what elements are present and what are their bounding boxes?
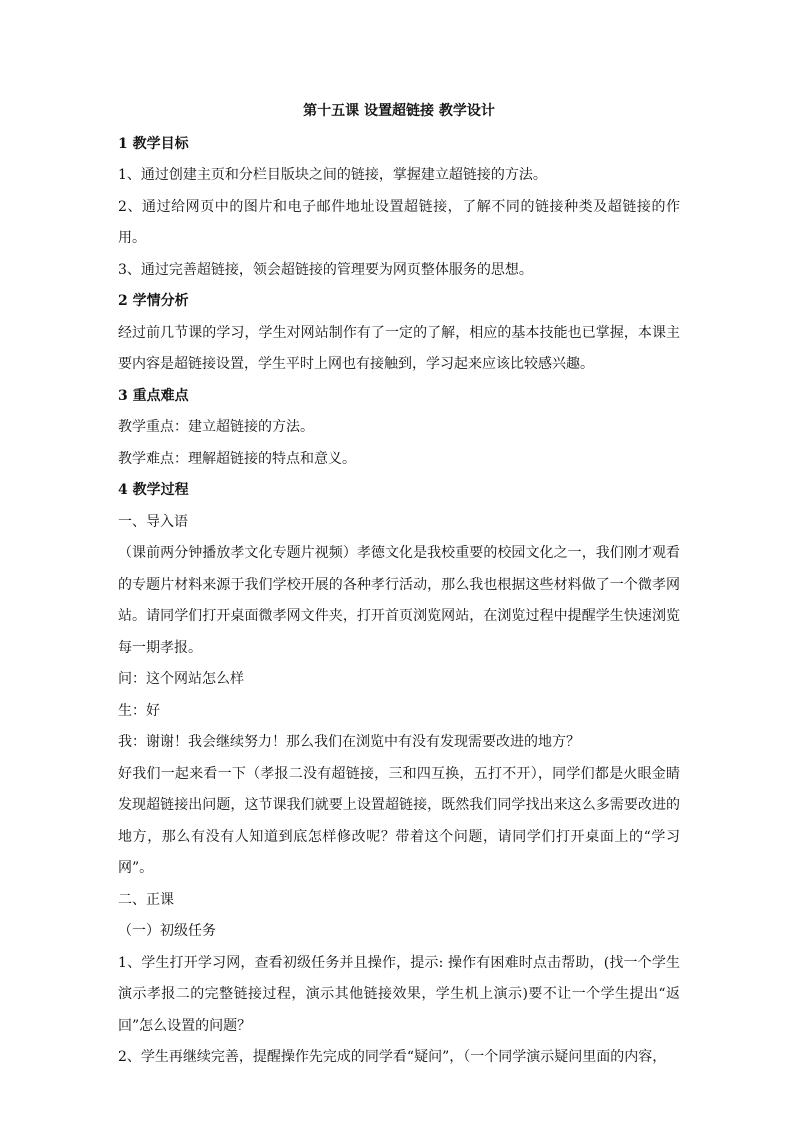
paragraph: 经过前几节课的学习，学生对网站制作有了一定的了解，相应的基本技能也已掌握，本课主要内容是超链接设置，学生平时上网也有接触到，学习起来应该比较感兴趣。 [118,324,680,372]
paragraph: 1、通过创建主页和分栏目版块之间的链接，掌握建立超链接的方法。 [118,167,547,183]
paragraph: 好我们一起来看一下（孝报二没有超链接，三和四互换，五打不开），同学们都是火眼金睛发现超链接出问题，这节课我们就要上设置超链接，既然我们同学找出来这么多需要改进的地方，那么有没有人知道到底怎样修改呢？带着这个问题，请同学们打开桌面上的“学习网”。 [118,765,680,876]
paragraph: （课前两分钟播放孝文化专题片视频）孝德文化是我校重要的校园文化之一，我们刚才观看的专题片材料来源于我们学校开展的各种孝行活动，那么我也根据这些材料做了一个微孝网站。请同学们打开桌面微孝网文件夹，打开首页浏览网站，在浏览过程中提醒学生快速浏览每一期孝报。 [118,545,680,656]
paragraph: 问：这个网站怎么样 [118,671,244,687]
paragraph: （一）初级任务 [118,923,216,939]
section-student-analysis [118,286,680,381]
paragraph: 1、学生打开学习网，查看初级任务并且操作，提示: 操作有困难时点击帮助，(找一个学生演示孝报二的完整链接过程，演示其他链接效果，学生机上演示)要不让一个学生提出“返回”怎么设置的问题？ [118,954,680,1034]
paragraph: 二、正课 [118,891,174,908]
section-key-points [118,381,680,476]
paragraph: 3、通过完善超链接，领会超链接的管理要为网页整体服务的思想。 [118,261,533,278]
section-heading: 3 重点难点 [118,387,189,404]
paragraph: 生：好 [118,702,160,719]
document-title: 第十五课 设置超链接 教学设计 [303,103,495,119]
section-heading: 2 学情分析 [118,293,189,309]
section-teaching-goals [118,129,680,287]
paragraph: 一、导入语 [118,513,188,530]
paragraph: 教学重点：建立超链接的方法。 [118,419,314,435]
paragraph: 2、通过给网页中的图片和电子邮件地址设置超链接，了解不同的链接种类及超链接的作用。 [118,198,680,246]
section-teaching-process [118,475,680,1074]
paragraph: 2、学生再继续完善，提醒操作先完成的同学看“疑问”，（一个同学演示疑问里面的内容， [118,1049,667,1065]
paragraph: 我：谢谢！我会继续努力！那么我们在浏览中有没有发现需要改进的地方？ [118,734,580,750]
paragraph: 教学难点：理解超链接的特点和意义。 [118,450,356,467]
section-heading: 1 教学目标 [118,135,189,152]
document-body [118,96,680,1074]
section-heading: 4 教学过程 [118,482,189,498]
